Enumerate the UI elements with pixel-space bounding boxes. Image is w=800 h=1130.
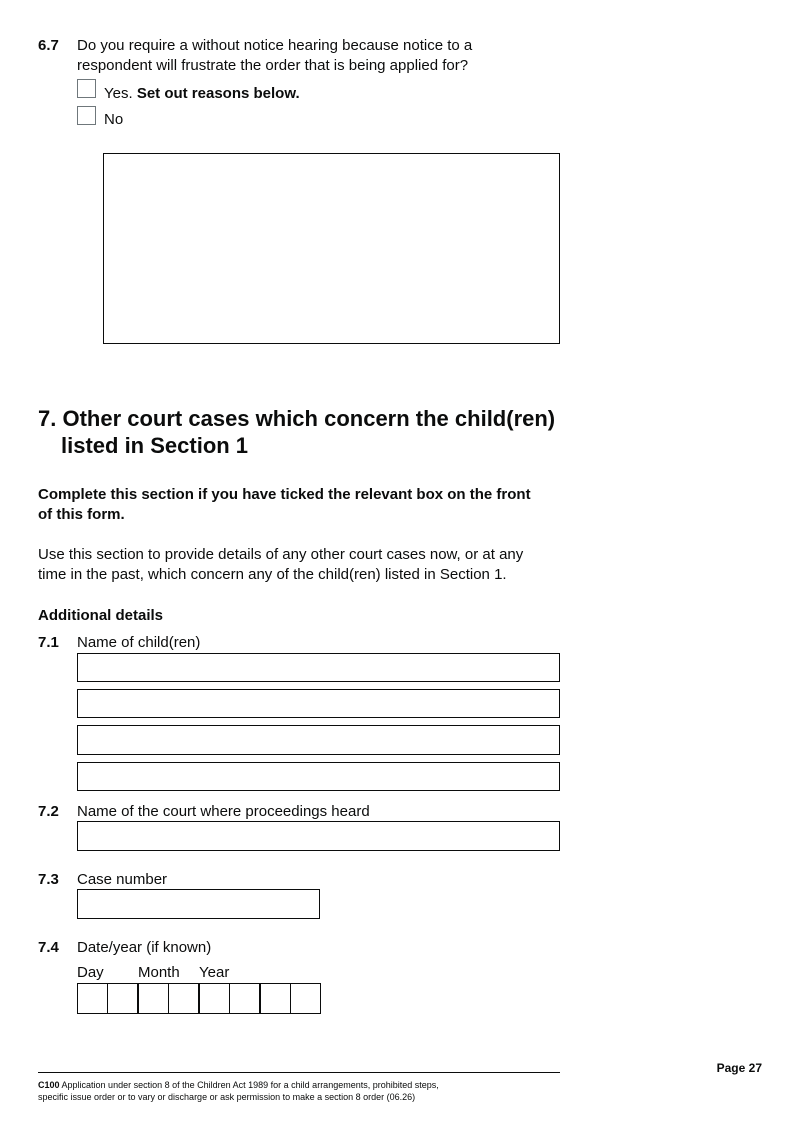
question-7-4-number: 7.4	[38, 939, 59, 956]
footer-description-2: specific issue order or to vary or discharge or ask permission to make a section 8 order (06.26)	[38, 1092, 416, 1102]
day-digit-1[interactable]	[77, 983, 108, 1014]
child-name-field-2[interactable]	[77, 689, 560, 718]
section-7-intro	[38, 545, 578, 585]
footer-line-1	[38, 1079, 558, 1091]
question-7-2-label: Name of the court where proceedings heard	[77, 803, 370, 820]
additional-details-heading: Additional details	[38, 607, 164, 624]
question-6-7-line-1: Do you require a without notice hearing because notice to a	[77, 37, 473, 54]
year-digit-2[interactable]	[229, 983, 260, 1014]
yes-label: Yes.	[104, 85, 133, 102]
question-7-4-label: Date/year (if known)	[77, 939, 212, 956]
question-7-3-label: Case number	[77, 871, 168, 888]
yes-checkbox[interactable]	[77, 79, 96, 98]
question-7-1-number: 7.1	[38, 634, 59, 651]
section-7-intro-line-2: time in the past, which concern any of the child(ren) listed in Section 1.	[38, 566, 507, 583]
yes-option-label	[104, 85, 300, 102]
section-7-heading-line-1: 7. Other court cases which concern the child(ren)	[38, 406, 556, 431]
yes-instruction: Set out reasons below.	[136, 85, 300, 102]
year-digit-4[interactable]	[290, 983, 321, 1014]
question-6-7-line-2: respondent will frustrate the order that is being applied for?	[77, 57, 469, 74]
question-6-7-text	[77, 36, 557, 76]
court-name-field[interactable]	[77, 821, 560, 851]
section-7-instruction	[38, 485, 578, 525]
no-option-label: No	[104, 111, 124, 128]
child-name-field-4[interactable]	[77, 762, 560, 791]
question-7-2-number: 7.2	[38, 803, 59, 820]
form-code: C100	[38, 1080, 60, 1090]
section-7-heading	[38, 405, 578, 459]
no-checkbox[interactable]	[77, 106, 96, 125]
date-input-group	[77, 983, 323, 1014]
year-label: Year	[199, 964, 230, 981]
question-7-1-label: Name of child(ren)	[77, 634, 201, 651]
month-label: Month	[138, 964, 180, 981]
footer-description-1: Application under section 8 of the Children Act 1989 for a child arrangements, prohibited steps,	[61, 1080, 439, 1090]
page-number: Page 27	[716, 1061, 762, 1075]
footer-text	[38, 1079, 558, 1103]
year-digit-3[interactable]	[260, 983, 291, 1014]
case-number-field[interactable]	[77, 889, 320, 919]
section-7-intro-line-1: Use this section to provide details of any other court cases now, or at any	[38, 546, 524, 563]
footer-divider	[38, 1072, 560, 1073]
year-digit-1[interactable]	[199, 983, 230, 1014]
section-7-heading-line-2: listed in Section 1	[61, 433, 249, 458]
section-7-instruction-line-1: Complete this section if you have ticked the relevant box on the front	[38, 486, 531, 503]
question-6-7-number: 6.7	[38, 37, 59, 54]
day-label: Day	[77, 964, 104, 981]
section-7-instruction-line-2: of this form.	[38, 506, 125, 523]
reasons-textarea[interactable]	[103, 153, 560, 344]
child-name-field-3[interactable]	[77, 725, 560, 755]
question-7-3-number: 7.3	[38, 871, 59, 888]
day-digit-2[interactable]	[107, 983, 138, 1014]
month-digit-1[interactable]	[138, 983, 169, 1014]
month-digit-2[interactable]	[168, 983, 199, 1014]
child-name-field-1[interactable]	[77, 653, 560, 682]
